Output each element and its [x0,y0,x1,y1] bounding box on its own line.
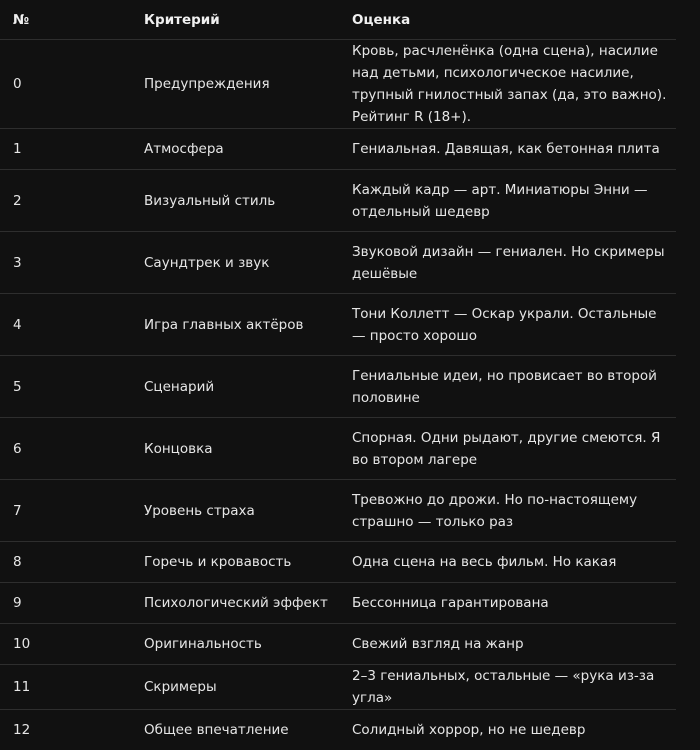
row-score: Тревожно до дрожи. Но по-настоящему страшно — только раз [339,480,676,542]
table-row [0,710,676,750]
row-score: Тони Коллетт — Оскар украли. Остальные — просто хорошо [339,294,676,356]
row-score: 2–3 гениальных, остальные — «рука из-за угла» [339,665,676,710]
row-criterion: Концовка [131,418,339,480]
row-score: Каждый кадр — арт. Миниатюры Энни — отдельный шедевр [339,170,676,232]
row-score: Гениальная. Давящая, как бетонная плита [339,129,676,170]
row-criterion: Горечь и кровавость [131,542,339,583]
row-number: 6 [0,418,131,480]
table-row [0,665,676,710]
row-score: Звуковой дизайн — гениален. Но скримеры дешёвые [339,232,676,294]
table-row [0,40,676,129]
table-row [0,418,676,480]
row-number: 9 [0,583,131,624]
row-criterion: Уровень страха [131,480,339,542]
row-number: 8 [0,542,131,583]
table-row [0,583,676,624]
row-score: Одна сцена на весь фильм. Но какая [339,542,676,583]
table-row [0,170,676,232]
row-criterion: Психологический эффект [131,583,339,624]
row-number: 12 [0,710,131,750]
row-score: Гениальные идеи, но провисает во второй половине [339,356,676,418]
row-score: Кровь, расчленёнка (одна сцена), насилие над детьми, психологическое насилие, трупный гнилостный запах (да, это важно). Рейтинг R (18+). [339,40,676,129]
row-score: Бессонница гарантирована [339,583,676,624]
row-score: Спорная. Одни рыдают, другие смеются. Я во втором лагере [339,418,676,480]
row-number: 7 [0,480,131,542]
row-number: 2 [0,170,131,232]
table-header-row [0,0,676,40]
row-criterion: Визуальный стиль [131,170,339,232]
table-row [0,294,676,356]
row-number: 0 [0,40,131,129]
row-score: Солидный хоррор, но не шедевр [339,710,676,750]
row-criterion: Скримеры [131,665,339,710]
row-number: 3 [0,232,131,294]
row-number: 10 [0,624,131,665]
table-row [0,624,676,665]
row-criterion: Общее впечатление [131,710,339,750]
row-criterion: Оригинальность [131,624,339,665]
header-score: Оценка [339,0,676,40]
header-criterion: Критерий [131,0,339,40]
row-number: 5 [0,356,131,418]
header-number: № [0,0,131,40]
table-row [0,480,676,542]
row-criterion: Предупреждения [131,40,339,129]
row-number: 1 [0,129,131,170]
row-score: Свежий взгляд на жанр [339,624,676,665]
table-row [0,356,676,418]
row-criterion: Саундтрек и звук [131,232,339,294]
table-row [0,129,676,170]
row-number: 11 [0,665,131,710]
row-criterion: Сценарий [131,356,339,418]
table-row [0,542,676,583]
row-criterion: Игра главных актёров [131,294,339,356]
row-criterion: Атмосфера [131,129,339,170]
row-number: 4 [0,294,131,356]
table-row [0,232,676,294]
